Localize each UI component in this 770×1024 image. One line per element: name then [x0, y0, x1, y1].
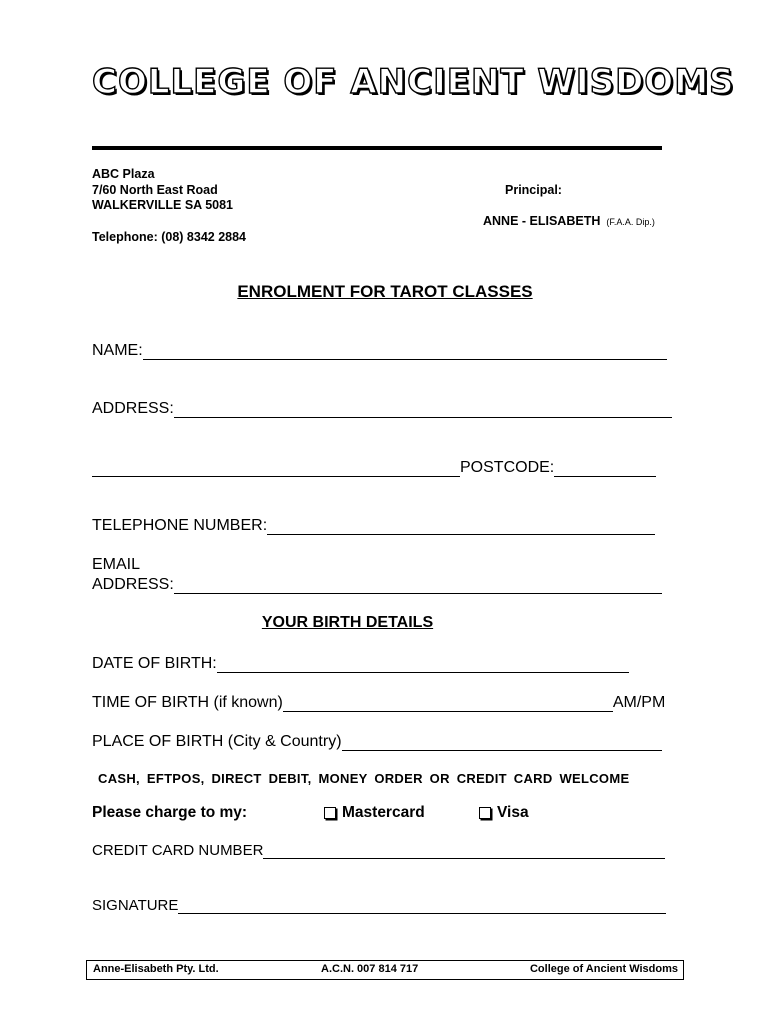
- email-field[interactable]: [92, 576, 662, 594]
- dob-field[interactable]: [92, 655, 629, 673]
- telephone-label: TELEPHONE NUMBER:: [92, 517, 268, 534]
- email-label-line2: ADDRESS:: [92, 576, 174, 593]
- name-field[interactable]: [92, 342, 667, 360]
- email-label-line1-row: [92, 556, 140, 574]
- principal-qualification: (F.A.A. Dip.): [606, 217, 655, 227]
- address-line-2: 7/60 North East Road: [92, 183, 218, 197]
- postcode-input-line[interactable]: [554, 462, 656, 477]
- email-label-line1: EMAIL: [92, 556, 141, 573]
- principal-name: ANNE - ELISABETH: [483, 214, 601, 228]
- address-line2-input-line[interactable]: [92, 462, 460, 477]
- address-line-3: WALKERVILLE SA 5081: [92, 198, 234, 212]
- dob-input-line[interactable]: [217, 658, 629, 673]
- postcode-label: POSTCODE:: [460, 459, 555, 476]
- tob-label: TIME OF BIRTH (if known): [92, 694, 283, 711]
- pob-input-line[interactable]: [342, 736, 662, 751]
- form-title: ENROLMENT FOR TAROT CLASSES: [237, 282, 533, 301]
- principal-label: Principal:: [505, 183, 562, 197]
- header-divider: [92, 146, 662, 150]
- college-title: COLLEGE OF ANCIENT WISDOMS: [92, 62, 735, 102]
- visa-checkbox[interactable]: [479, 807, 491, 819]
- tob-input-line[interactable]: [283, 697, 613, 712]
- footer-acn: A.C.N. 007 814 717: [321, 963, 419, 975]
- birth-section-title: YOUR BIRTH DETAILS: [261, 614, 434, 631]
- dob-label: DATE OF BIRTH:: [92, 655, 217, 672]
- ampm-label: AM/PM: [612, 694, 666, 711]
- address-input-line[interactable]: [174, 403, 672, 418]
- mastercard-label: Mastercard: [342, 804, 425, 821]
- footer-company: Anne-Elisabeth Pty. Ltd.: [93, 963, 219, 975]
- telephone-info: Telephone: (08) 8342 2884: [92, 230, 247, 244]
- mastercard-checkbox[interactable]: [324, 807, 336, 819]
- payment-methods-note: CASH, EFTPOS, DIRECT DEBIT, MONEY ORDER OR CREDIT CARD WELCOME: [98, 771, 630, 786]
- email-input-line[interactable]: [174, 579, 662, 594]
- card-number-field[interactable]: [92, 842, 665, 859]
- address-label: ADDRESS:: [92, 400, 174, 417]
- name-label: NAME:: [92, 342, 143, 359]
- card-number-input-line[interactable]: [263, 844, 665, 859]
- signature-label: SIGNATURE: [92, 897, 179, 914]
- pob-label: PLACE OF BIRTH (City & Country): [92, 733, 342, 750]
- footer-bar: [86, 960, 684, 980]
- tob-field[interactable]: [92, 694, 665, 712]
- pob-field[interactable]: [92, 733, 662, 751]
- card-number-label: CREDIT CARD NUMBER: [92, 842, 264, 859]
- visa-option[interactable]: [479, 804, 529, 822]
- mastercard-option[interactable]: [324, 804, 425, 822]
- signature-field[interactable]: [92, 897, 666, 914]
- charge-label: Please charge to my:: [92, 804, 248, 821]
- address-line2-field[interactable]: [92, 459, 656, 477]
- principal-name-block: [483, 214, 655, 228]
- footer-college: College of Ancient Wisdoms: [529, 963, 678, 975]
- address-line-1: ABC Plaza: [92, 167, 155, 181]
- signature-input-line[interactable]: [178, 899, 666, 914]
- telephone-field[interactable]: [92, 517, 655, 535]
- address-field[interactable]: [92, 400, 672, 418]
- telephone-input-line[interactable]: [267, 520, 655, 535]
- visa-label: Visa: [497, 804, 529, 821]
- name-input-line[interactable]: [143, 345, 667, 360]
